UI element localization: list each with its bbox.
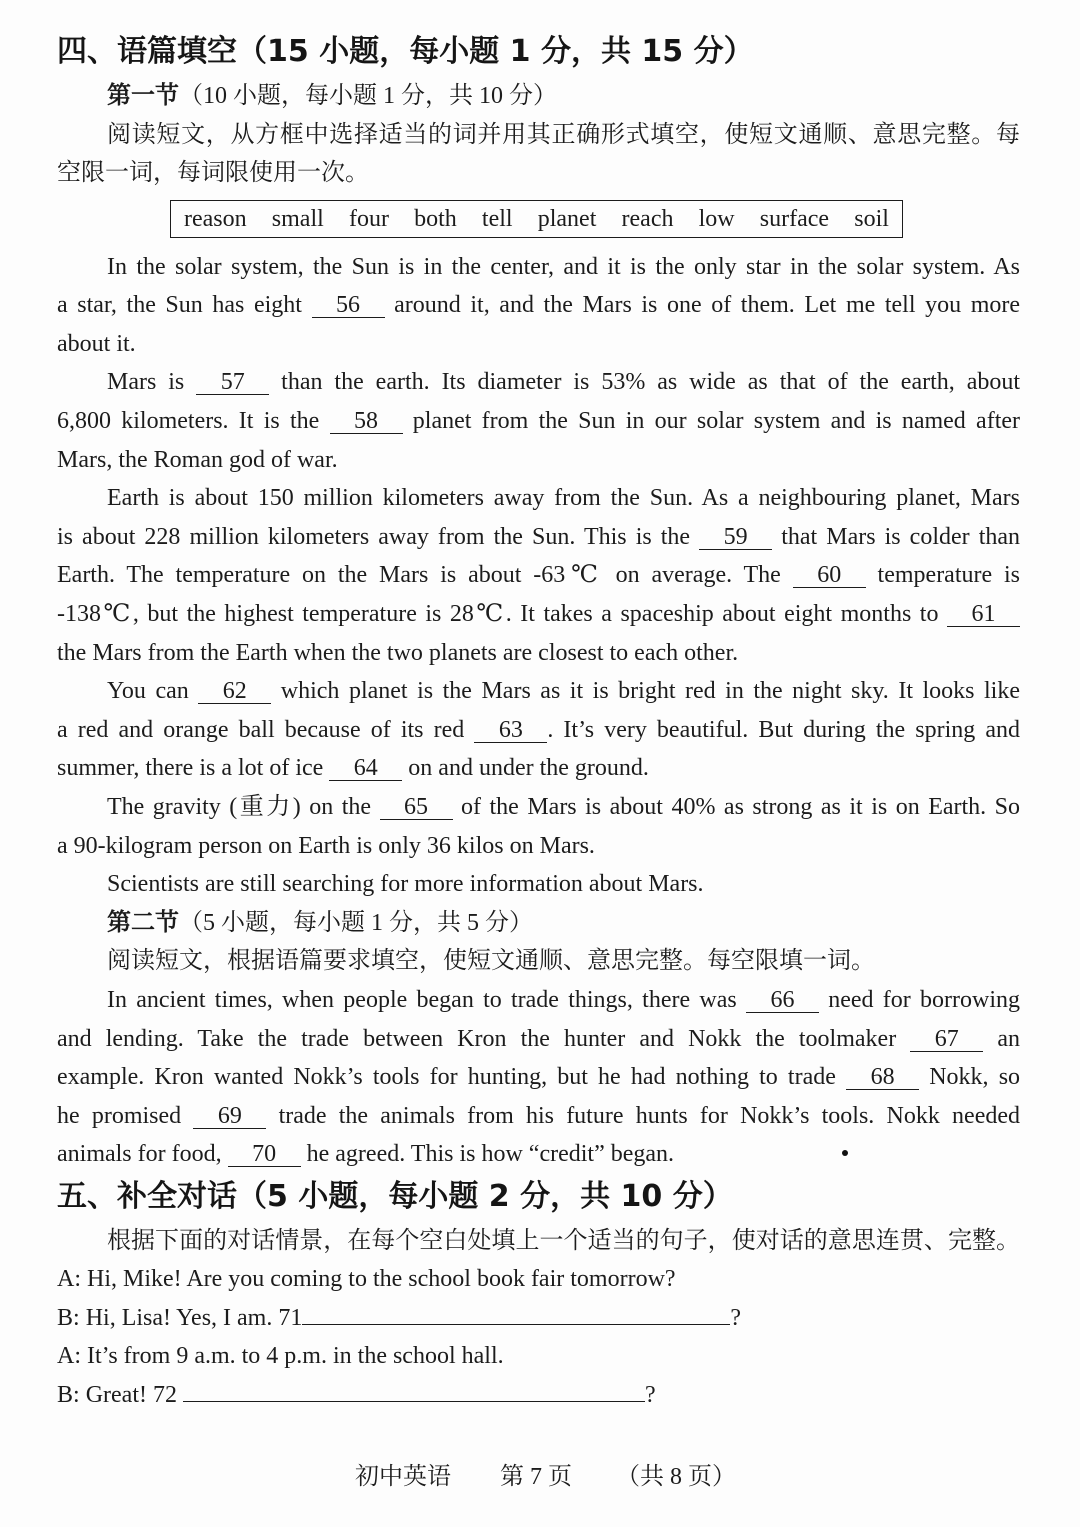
answer-blank: 61: [947, 602, 1020, 627]
line-text: trade the animals from his future hunts for Nokk’s tools. Nokk needed: [278, 1102, 1020, 1129]
word-option: reason: [184, 206, 247, 232]
dialogue-block: [57, 1222, 1020, 1415]
line-text: In the solar system, the Sun is in the center, and it is the only star in the solar system. As: [107, 253, 1020, 280]
part-1-instruction-line: [57, 116, 1020, 155]
line-text: animals for food,: [57, 1141, 222, 1168]
line-text: he promised: [57, 1102, 182, 1129]
line-text: an: [997, 1025, 1020, 1052]
line-text: which planet is the Mars as it is bright red in the night sky. It looks like: [280, 678, 1021, 705]
line-text: and lending. Take the trade between Kron the hunter and Nokk the toolmaker: [57, 1025, 897, 1052]
line-text: the Mars from the Earth when the two planets are closest to each other.: [57, 639, 739, 666]
line-text: a star, the Sun has eight: [57, 292, 302, 319]
speaker-label: A:: [57, 1343, 81, 1370]
word-box: [170, 200, 903, 238]
word-option: small: [271, 206, 324, 232]
part-2-title: [57, 904, 1020, 943]
part-2-label: 第二节: [107, 909, 179, 936]
footer-total-pages: （共 8 页）: [616, 1464, 736, 1490]
part-1-header: [57, 77, 1020, 193]
footer-page-number: 第 7 页: [500, 1464, 572, 1490]
line-text: of the Mars is about 40% as strong as it is on Earth. So: [461, 794, 1021, 820]
dialogue-text: Hi, Lisa! Yes, I am.: [85, 1304, 273, 1331]
end-punctuation: ?: [644, 1382, 656, 1409]
line-text: Earth. The temperature on the Mars is about -63℃ on average. The: [57, 562, 781, 589]
end-punctuation: ?: [730, 1304, 741, 1331]
answer-blank: 59: [699, 525, 772, 550]
part-2-instruction: [57, 942, 1020, 981]
passage-line: [57, 556, 1020, 595]
section-5-heading: 五、补全对话（5 小题，每小题 2 分，共 10 分）: [57, 1179, 733, 1214]
line-text: need for borrowing: [828, 986, 1021, 1013]
answer-blank: 62: [198, 679, 271, 704]
part-2-scoring: （5 小题，每小题 1 分，共 5 分）: [179, 909, 533, 936]
passage-line: [57, 402, 1020, 441]
line-text: Mars, the Roman god of war.: [57, 446, 338, 473]
line-text: 6,800 kilometers. It is the: [57, 408, 320, 435]
word-option: tell: [481, 206, 513, 232]
dialogue-line: [57, 1299, 1020, 1338]
line-text: example. Kron wanted Nokk’s tools for hunting, but he had nothing to trade: [57, 1064, 836, 1091]
word-option: both: [414, 206, 457, 232]
word-option: planet: [537, 206, 597, 232]
question-number: 72: [152, 1382, 177, 1409]
line-text: In ancient times, when people began to trade things, there was: [107, 986, 737, 1013]
dialogue-text: It’s from 9 a.m. to 4 p.m. in the school hall.: [87, 1343, 504, 1370]
part-1-scoring: （10 小题，每小题 1 分，共 10 分）: [179, 83, 557, 109]
instruction-text: 空限一词，每词限使用一次。: [57, 160, 369, 187]
answer-line: [183, 1381, 645, 1402]
instruction-text: 阅读短文，从方框中选择适当的词并用其正确形式填空，使短文通顺、意思完整。每: [107, 121, 1020, 148]
line-text: planet from the Sun in our solar system and is named after: [412, 408, 1021, 435]
passage-line: [57, 479, 1020, 518]
answer-blank: 68: [846, 1065, 919, 1090]
line-text: he agreed. This is how “credit” began.: [306, 1141, 675, 1168]
word-option: surface: [759, 206, 830, 232]
passage-line: [57, 441, 1020, 480]
line-text: than the earth. Its diameter is 53% as wide as that of the earth, about: [281, 369, 1021, 396]
passage-line: [57, 325, 1020, 364]
line-text: Earth is about 150 million kilometers away from the Sun. As a neighbouring planet, Mars: [107, 485, 1020, 512]
word-option: reach: [621, 206, 674, 232]
passage-line: [57, 518, 1020, 557]
answer-blank: 69: [193, 1104, 266, 1129]
passage-line: [57, 1058, 1020, 1097]
passage-line: [57, 248, 1020, 287]
answer-blank: 65: [380, 795, 453, 820]
answer-blank: 67: [910, 1027, 983, 1052]
word-option: low: [698, 206, 735, 232]
line-text: a red and orange ball because of its red: [57, 716, 465, 743]
section-5-instruction: [57, 1222, 1020, 1261]
passage-line: [57, 286, 1020, 325]
part-1-title: [57, 77, 1020, 116]
part-1-instruction-line: [57, 154, 1020, 193]
dialogue-line: [57, 1260, 1020, 1299]
passage-line: [57, 827, 1020, 866]
answer-blank: 58: [330, 409, 403, 434]
line-text: summer, there is a lot of ice: [57, 755, 324, 782]
line-text: on and under the ground.: [408, 755, 649, 782]
passage-line: [57, 672, 1020, 711]
answer-blank: 70: [228, 1142, 301, 1167]
line-text: is about 228 million kilometers away from the Sun. This is the: [57, 523, 691, 550]
passage-line: [57, 865, 1020, 904]
dialogue-line: [57, 1337, 1020, 1376]
line-text: Mars is: [107, 369, 185, 396]
line-text: You can: [107, 678, 189, 705]
line-text: temperature is: [877, 562, 1021, 589]
passage-line: [57, 1020, 1020, 1059]
line-text: around it, and the Mars is one of them. Let me tell you more: [394, 292, 1021, 319]
word-option: soil: [854, 206, 889, 232]
line-text: The gravity (重力) on the: [107, 794, 372, 820]
passage-line: [57, 981, 1020, 1020]
passage-line: [57, 1097, 1020, 1136]
speaker-label: A:: [57, 1266, 81, 1293]
instruction-text: 根据下面的对话情景，在每个空白处填上一个适当的句子，使对话的意思连贯、完整。: [107, 1227, 1020, 1254]
line-text: Scientists are still searching for more information about Mars.: [107, 871, 704, 898]
line-text: Nokk, so: [929, 1064, 1021, 1091]
dialogue-line: [57, 1376, 1020, 1415]
passage-line: [57, 595, 1020, 634]
line-text: that Mars is colder than: [781, 523, 1021, 550]
answer-line: [302, 1304, 730, 1325]
part-1-label: 第一节: [107, 83, 179, 109]
footer-subject: 初中英语: [355, 1464, 451, 1490]
section-4-heading: 四、语篇填空（15 小题，每小题 1 分，共 15 分）: [57, 34, 754, 69]
passage-line: [57, 749, 1020, 788]
answer-blank: 60: [793, 563, 866, 588]
word-option: four: [348, 206, 389, 232]
passage-line: [57, 711, 1020, 750]
answer-blank: 64: [329, 756, 402, 781]
passage-block: [57, 248, 1020, 1174]
answer-blank: 63: [474, 718, 547, 743]
answer-blank: 66: [746, 988, 819, 1013]
answer-blank: 57: [196, 370, 269, 395]
line-text: about it.: [57, 330, 136, 357]
speaker-label: B:: [57, 1304, 80, 1331]
passage-line: [57, 363, 1020, 402]
passage-line: [57, 788, 1020, 827]
answer-blank: 56: [312, 293, 385, 318]
line-text: a 90-kilogram person on Earth is only 36 kilos on Mars.: [57, 832, 595, 859]
question-number: 71: [278, 1304, 303, 1331]
line-text: -138℃, but the highest temperature is 28℃. It takes a spaceship about eight months to: [57, 601, 939, 628]
instruction-text: 阅读短文，根据语篇要求填空，使短文通顺、意思完整。每空限填一词。: [107, 948, 875, 975]
dialogue-text: Great!: [85, 1382, 147, 1409]
scan-speck: [842, 1150, 848, 1156]
line-text: . It’s very beautiful. But during the spring and: [547, 716, 1021, 743]
passage-line: [57, 1135, 1020, 1174]
dialogue-text: Hi, Mike! Are you coming to the school book fair tomorrow?: [87, 1266, 676, 1293]
speaker-label: B:: [57, 1382, 80, 1409]
passage-line: [57, 634, 1020, 673]
